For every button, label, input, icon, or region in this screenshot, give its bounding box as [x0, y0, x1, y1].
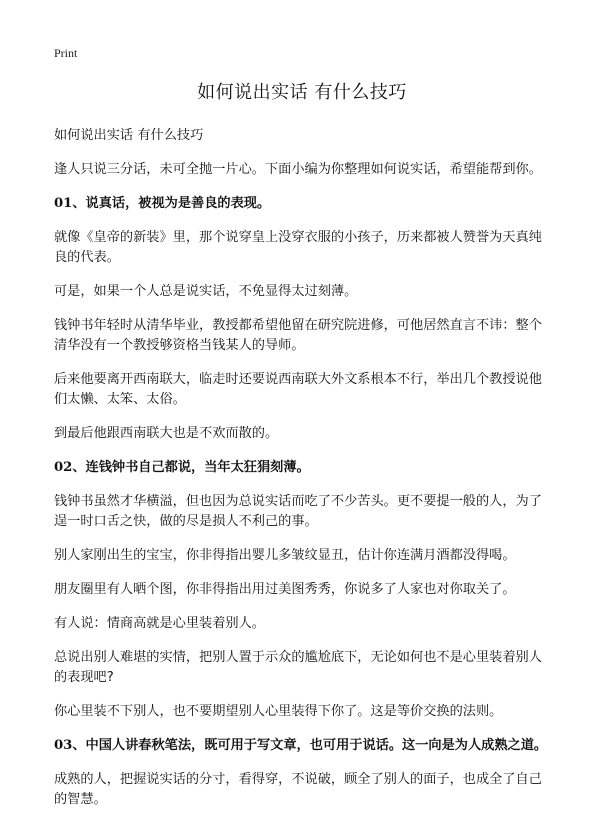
paragraph: 钱钟书虽然才华横溢，但也因为总说实话而吃了不少苦头。更不要提一般的人，为了逞一时口舌之快，做的尽是损人不利己的事。 — [54, 494, 542, 529]
paragraph: 总说出别人难堪的实情，把别人置于示众的尴尬底下，无论如何也不是心里装着别人的表现吧? — [54, 650, 542, 685]
paragraph: 到最后他跟西南联大也是不欢而散的。 — [54, 426, 279, 441]
paragraph: 后来他要离开西南联大，临走时还要说西南联大外文系根本不行，举出几个教授说他们太懒、太笨、太俗。 — [54, 372, 542, 407]
section-heading: 03、中国人讲春秋笔法，既可用于写文章，也可用于说话。这一向是为人成熟之道。 — [54, 738, 548, 753]
section-heading: 02、连钱钟书自己都说，当年太狂狷刻薄。 — [54, 460, 310, 475]
document-title: 如何说出实话 有什么技巧 — [197, 82, 407, 103]
paragraph: 有人说：情商高就是心里装着别人。 — [54, 616, 265, 631]
paragraph: 别人家刚出生的宝宝，你非得指出婴儿多皱纹显丑，估计你连满月酒都没得喝。 — [54, 548, 516, 563]
paragraph: 钱钟书年轻时从清华毕业，教授都希望他留在研究院进修，可他居然直言不讳：整个清华没有一个教授够资格当钱某人的导师。 — [54, 318, 542, 353]
paragraph: 可是，如果一个人总是说实话，不免显得太过刻薄。 — [54, 284, 358, 299]
paragraph: 就像《皇帝的新装》里，那个说穿皇上没穿衣服的小孩子，历来都被人赞誉为天真纯良的代表。 — [54, 230, 542, 265]
article-body — [54, 126, 550, 810]
paragraph: 成熟的人，把握说实话的分寸，看得穿，不说破，顾全了别人的面子，也成全了自己的智慧。 — [54, 772, 542, 807]
paragraph: 逢人只说三分话，未可全抛一片心。下面小编为你整理如何说实话，希望能帮到你。 — [54, 162, 542, 177]
paragraph: 你心里装不下别人，也不要期望别人心里装得下你了。这是等价交换的法则。 — [54, 704, 503, 719]
section-heading: 01、说真话，被视为是善良的表现。 — [54, 196, 271, 211]
paragraph: 朋友圈里有人晒个图，你非得指出用过美图秀秀，你说多了人家也对你取关了。 — [54, 582, 516, 597]
print-label: Print — [54, 46, 78, 60]
paragraph: 如何说出实话 有什么技巧 — [54, 128, 204, 143]
